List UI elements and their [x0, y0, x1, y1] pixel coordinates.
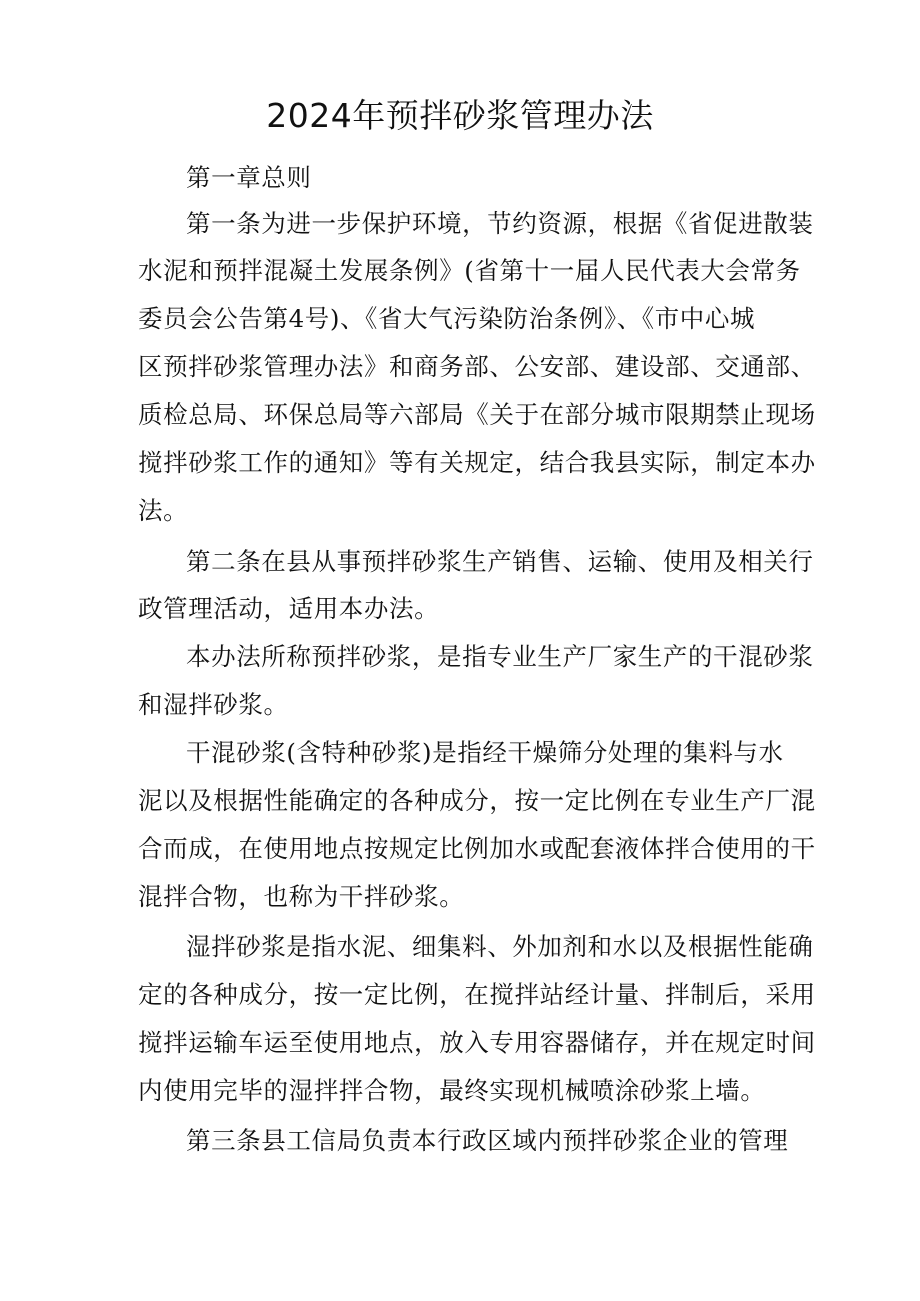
- article-1-line: 法。: [138, 496, 189, 525]
- article-3-line: 第三条县工信局负责本行政区域内预拌砂浆企业的管理: [186, 1126, 789, 1155]
- article-2-line: 政管理活动，适用本办法。: [138, 594, 440, 623]
- wet-mortar-line: 湿拌砂浆是指水泥、细集料、外加剂和水以及根据性能确: [186, 932, 814, 961]
- dry-mortar-line: 混拌合物，也称为干拌砂浆。: [138, 882, 465, 911]
- article-1-line: 区预拌砂浆管理办法》和商务部、公安部、建设部、交通部、: [138, 352, 816, 381]
- definition-line: 和湿拌砂浆。: [138, 690, 289, 719]
- chapter-heading: 第一章总则: [186, 163, 312, 192]
- article-2-line: 第二条在县从事预拌砂浆生产销售、运输、使用及相关行: [186, 547, 814, 576]
- article-1-line: 搅拌砂浆工作的通知》等有关规定，结合我县实际，制定本办: [138, 448, 816, 477]
- article-1-line: 水泥和预拌混凝土发展条例》(省第十一届人民代表大会常务: [138, 256, 801, 285]
- dry-mortar-line: 干混砂浆(含特种砂浆)是指经干燥筛分处理的集料与水: [186, 738, 784, 767]
- definition-line: 本办法所称预拌砂浆，是指专业生产厂家生产的干混砂浆: [186, 642, 814, 671]
- article-1-line: 委员会公告第4号)、《省大气污染防治条例》、《市中心城: [138, 304, 756, 333]
- article-1-line: 第一条为进一步保护环境，节约资源，根据《省促进散装: [186, 209, 814, 238]
- wet-mortar-line: 内使用完毕的湿拌拌合物，最终实现机械喷涂砂浆上墙。: [138, 1076, 766, 1105]
- document-title: 2024年预拌砂浆管理办法: [266, 96, 654, 135]
- dry-mortar-line: 泥以及根据性能确定的各种成分，按一定比例在专业生产厂混: [138, 786, 816, 815]
- dry-mortar-line: 合而成，在使用地点按规定比例加水或配套液体拌合使用的干: [138, 834, 816, 863]
- wet-mortar-line: 定的各种成分，按一定比例，在搅拌站经计量、拌制后，采用: [138, 980, 816, 1009]
- wet-mortar-line: 搅拌运输车运至使用地点，放入专用容器储存，并在规定时间: [138, 1028, 816, 1057]
- article-1-line: 质检总局、环保总局等六部局《关于在部分城市限期禁止现场: [138, 400, 816, 429]
